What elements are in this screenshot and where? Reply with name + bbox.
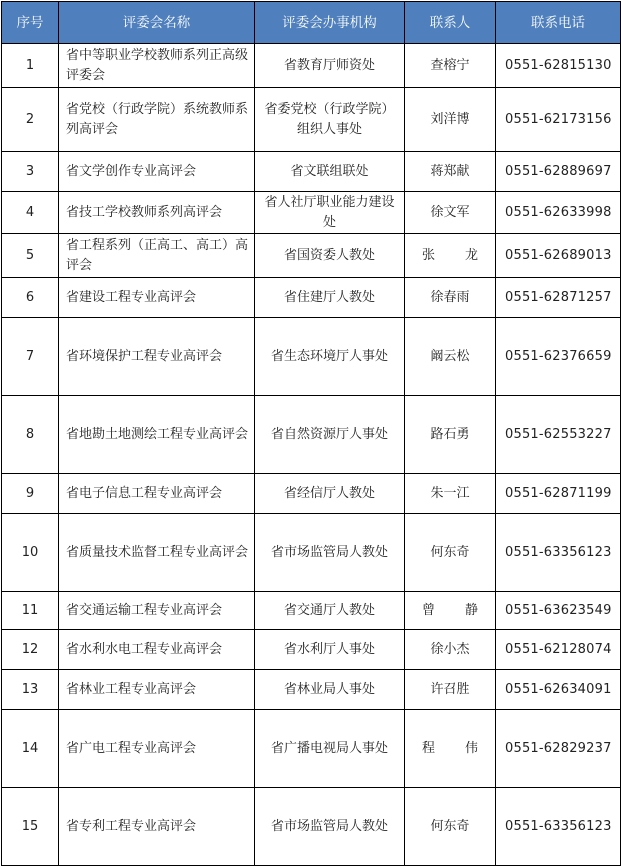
table-row	[2, 318, 621, 396]
cell-contact-text: 曾 静	[422, 602, 478, 618]
cell-office: 省文联组联处	[255, 152, 405, 192]
table-row	[2, 474, 621, 514]
table-row	[2, 592, 621, 630]
table-row	[2, 670, 621, 710]
cell-contact-text: 程 伟	[422, 740, 478, 756]
cell-no: 10	[2, 514, 59, 592]
cell-contact: 徐小杰	[405, 630, 496, 670]
cell-office: 省经信厅人教处	[255, 474, 405, 514]
cell-phone: 0551-62815130	[496, 44, 621, 88]
cell-contact: 蒋郑献	[405, 152, 496, 192]
committee-contact-table	[1, 1, 621, 866]
cell-office: 省交通厅人教处	[255, 592, 405, 630]
cell-no: 8	[2, 396, 59, 474]
cell-phone: 0551-62689013	[496, 234, 621, 278]
cell-office: 省自然资源厅人事处	[255, 396, 405, 474]
cell-contact: 徐春雨	[405, 278, 496, 318]
table-row	[2, 710, 621, 788]
cell-committee-name: 省环境保护工程专业高评会	[59, 318, 255, 396]
cell-contact: 朱一江	[405, 474, 496, 514]
cell-phone: 0551-62553227	[496, 396, 621, 474]
cell-committee-name: 省技工学校教师系列高评会	[59, 192, 255, 234]
cell-no: 15	[2, 788, 59, 866]
cell-no: 7	[2, 318, 59, 396]
cell-no: 3	[2, 152, 59, 192]
cell-committee-name: 省林业工程专业高评会	[59, 670, 255, 710]
header-no: 序号	[2, 2, 59, 44]
cell-no: 6	[2, 278, 59, 318]
cell-office: 省住建厅人教处	[255, 278, 405, 318]
table-row	[2, 788, 621, 866]
cell-office: 省教育厅师资处	[255, 44, 405, 88]
table-row	[2, 630, 621, 670]
cell-contact-text: 张 龙	[422, 247, 478, 263]
cell-contact	[405, 234, 496, 278]
cell-no: 5	[2, 234, 59, 278]
cell-office: 省国资委人教处	[255, 234, 405, 278]
cell-contact: 阚云松	[405, 318, 496, 396]
cell-office: 省水利厅人事处	[255, 630, 405, 670]
cell-committee-name: 省水利水电工程专业高评会	[59, 630, 255, 670]
cell-phone: 0551-62889697	[496, 152, 621, 192]
cell-office: 省生态环境厅人事处	[255, 318, 405, 396]
cell-contact: 徐文军	[405, 192, 496, 234]
cell-phone: 0551-62829237	[496, 710, 621, 788]
cell-no: 9	[2, 474, 59, 514]
cell-committee-name: 省交通运输工程专业高评会	[59, 592, 255, 630]
table-row	[2, 88, 621, 152]
cell-contact	[405, 710, 496, 788]
table-row	[2, 234, 621, 278]
header-committee-name: 评委会名称	[59, 2, 255, 44]
cell-no: 1	[2, 44, 59, 88]
table-row	[2, 192, 621, 234]
cell-committee-name: 省电子信息工程专业高评会	[59, 474, 255, 514]
cell-committee-name: 省地勘土地测绘工程专业高评会	[59, 396, 255, 474]
cell-phone: 0551-62871257	[496, 278, 621, 318]
cell-no: 13	[2, 670, 59, 710]
cell-committee-name: 省建设工程专业高评会	[59, 278, 255, 318]
table-row	[2, 152, 621, 192]
cell-phone: 0551-62871199	[496, 474, 621, 514]
table-row	[2, 44, 621, 88]
cell-office: 省人社厅职业能力建设处	[255, 192, 405, 234]
cell-contact: 刘洋博	[405, 88, 496, 152]
cell-phone: 0551-62173156	[496, 88, 621, 152]
cell-office: 省市场监管局人教处	[255, 514, 405, 592]
cell-contact: 何东奇	[405, 514, 496, 592]
cell-contact: 何东奇	[405, 788, 496, 866]
cell-committee-name: 省工程系列（正高工、高工）高评会	[59, 234, 255, 278]
cell-contact: 路石勇	[405, 396, 496, 474]
table-header-row	[2, 2, 621, 44]
cell-committee-name: 省中等职业学校教师系列正高级评委会	[59, 44, 255, 88]
cell-phone: 0551-63356123	[496, 788, 621, 866]
table-row	[2, 514, 621, 592]
cell-phone: 0551-63356123	[496, 514, 621, 592]
cell-committee-name: 省党校（行政学院）系统教师系列高评会	[59, 88, 255, 152]
cell-phone: 0551-62634091	[496, 670, 621, 710]
header-phone: 联系电话	[496, 2, 621, 44]
cell-no: 12	[2, 630, 59, 670]
header-office: 评委会办事机构	[255, 2, 405, 44]
cell-office: 省市场监管局人教处	[255, 788, 405, 866]
cell-phone: 0551-62633998	[496, 192, 621, 234]
cell-contact: 许召胜	[405, 670, 496, 710]
cell-phone: 0551-63623549	[496, 592, 621, 630]
cell-contact	[405, 592, 496, 630]
cell-no: 4	[2, 192, 59, 234]
cell-committee-name: 省文学创作专业高评会	[59, 152, 255, 192]
cell-no: 2	[2, 88, 59, 152]
cell-committee-name: 省质量技术监督工程专业高评会	[59, 514, 255, 592]
cell-phone: 0551-62376659	[496, 318, 621, 396]
cell-committee-name: 省专利工程专业高评会	[59, 788, 255, 866]
cell-office: 省广播电视局人事处	[255, 710, 405, 788]
cell-office: 省委党校（行政学院）组织人事处	[255, 88, 405, 152]
cell-committee-name: 省广电工程专业高评会	[59, 710, 255, 788]
header-contact: 联系人	[405, 2, 496, 44]
cell-contact: 查榕宁	[405, 44, 496, 88]
table-row	[2, 396, 621, 474]
cell-phone: 0551-62128074	[496, 630, 621, 670]
cell-office: 省林业局人事处	[255, 670, 405, 710]
cell-no: 14	[2, 710, 59, 788]
table-row	[2, 278, 621, 318]
cell-no: 11	[2, 592, 59, 630]
